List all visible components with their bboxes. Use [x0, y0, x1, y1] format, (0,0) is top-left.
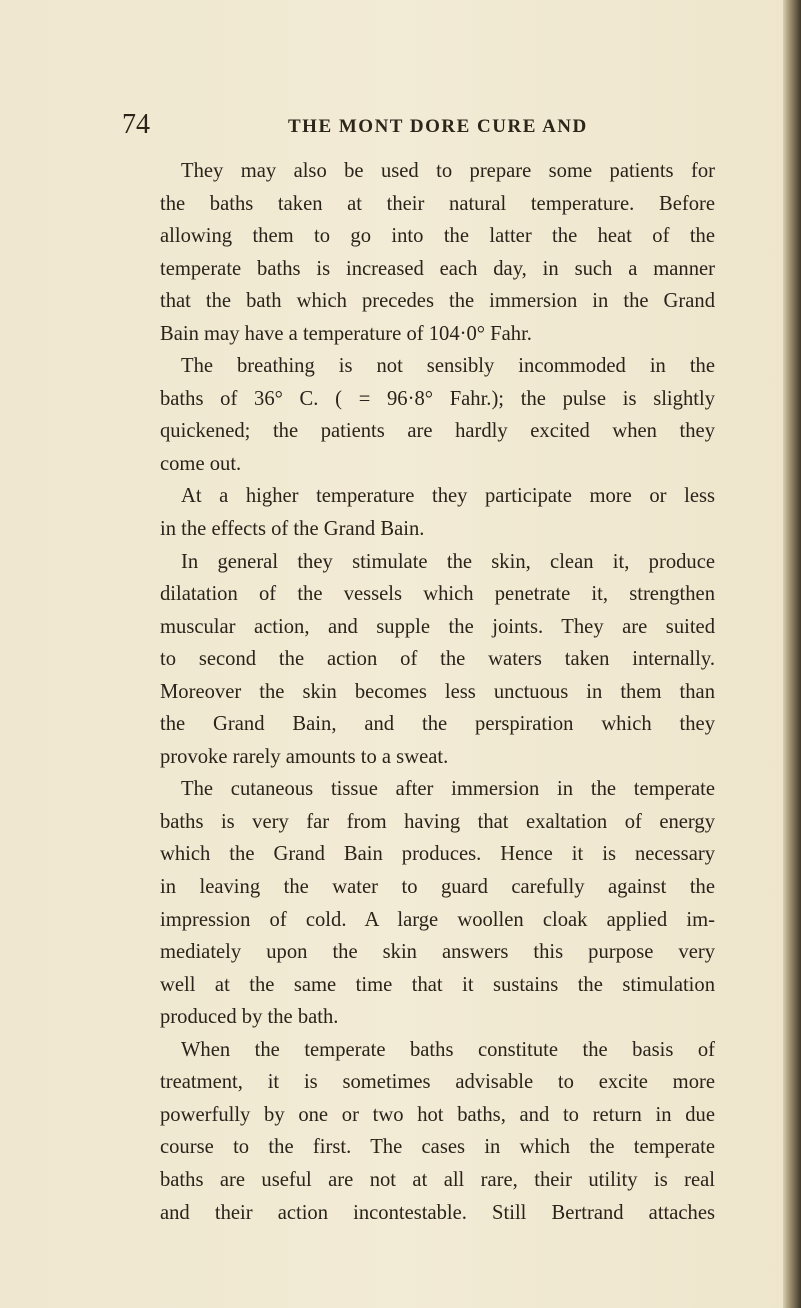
- running-head: THE MONT DORE CURE AND: [288, 116, 588, 137]
- text-line: The cutaneous tissue after immersion in the temperate: [181, 778, 715, 801]
- text-line: mediately upon the skin answers this purpose very: [160, 941, 715, 964]
- text-line: the baths taken at their natural temperature. Before: [160, 192, 715, 215]
- text-line: and their action incontestable. Still Bertrand attaches: [160, 1201, 715, 1224]
- text-line: the Grand Bain, and the perspiration which they: [160, 713, 715, 736]
- text-line: powerfully by one or two hot baths, and to return in due: [160, 1103, 715, 1126]
- text-line: Moreover the skin becomes less unctuous in them than: [160, 680, 715, 703]
- page-header: [122, 103, 722, 147]
- text-line: which the Grand Bain produces. Hence it is necessary: [160, 843, 715, 866]
- text-line: At a higher temperature they participate more or less: [181, 485, 715, 508]
- text-line: muscular action, and supple the joints. They are suited: [160, 615, 715, 638]
- page-number: 74: [122, 109, 150, 140]
- text-line: When the temperate baths constitute the basis of: [181, 1038, 715, 1061]
- text-line: in leaving the water to guard carefully against the: [160, 876, 715, 899]
- text-line: Bain may have a temperature of 104·0° Fahr.: [160, 322, 532, 345]
- text-line: They may also be used to prepare some patients for: [181, 160, 715, 182]
- text-line: The breathing is not sensibly incommoded in the: [181, 355, 715, 378]
- text-line: provoke rarely amounts to a sweat.: [160, 745, 449, 768]
- text-line: in the effects of the Grand Bain.: [160, 518, 425, 541]
- text-line: baths of 36° C. ( = 96·8° Fahr.); the pulse is slightly: [160, 387, 715, 410]
- text-line: impression of cold. A large woollen cloak applied im-: [160, 908, 715, 931]
- text-line: well at the same time that it sustains the stimulation: [160, 973, 715, 996]
- text-line: treatment, it is sometimes advisable to excite more: [160, 1071, 715, 1094]
- text-line: produced by the bath.: [160, 1006, 339, 1029]
- text-line: dilatation of the vessels which penetrate it, strengthen: [160, 583, 715, 606]
- text-line: baths is very far from having that exaltation of energy: [160, 810, 715, 833]
- text-line: course to the first. The cases in which the temperate: [160, 1136, 715, 1159]
- text-line: temperate baths is increased each day, in such a manner: [160, 257, 715, 280]
- text-line: quickened; the patients are hardly excited when they: [160, 420, 715, 443]
- text-line: In general they stimulate the skin, clean it, produce: [181, 550, 715, 573]
- page-binding-edge: [783, 0, 801, 1308]
- text-line: come out.: [160, 452, 242, 475]
- text-line: that the bath which precedes the immersion in the Grand: [160, 290, 715, 313]
- text-line: baths are useful are not at all rare, their utility is real: [160, 1168, 715, 1191]
- body-text: [160, 155, 715, 1229]
- text-line: to second the action of the waters taken internally.: [160, 648, 715, 671]
- text-line: allowing them to go into the latter the heat of the: [160, 225, 715, 248]
